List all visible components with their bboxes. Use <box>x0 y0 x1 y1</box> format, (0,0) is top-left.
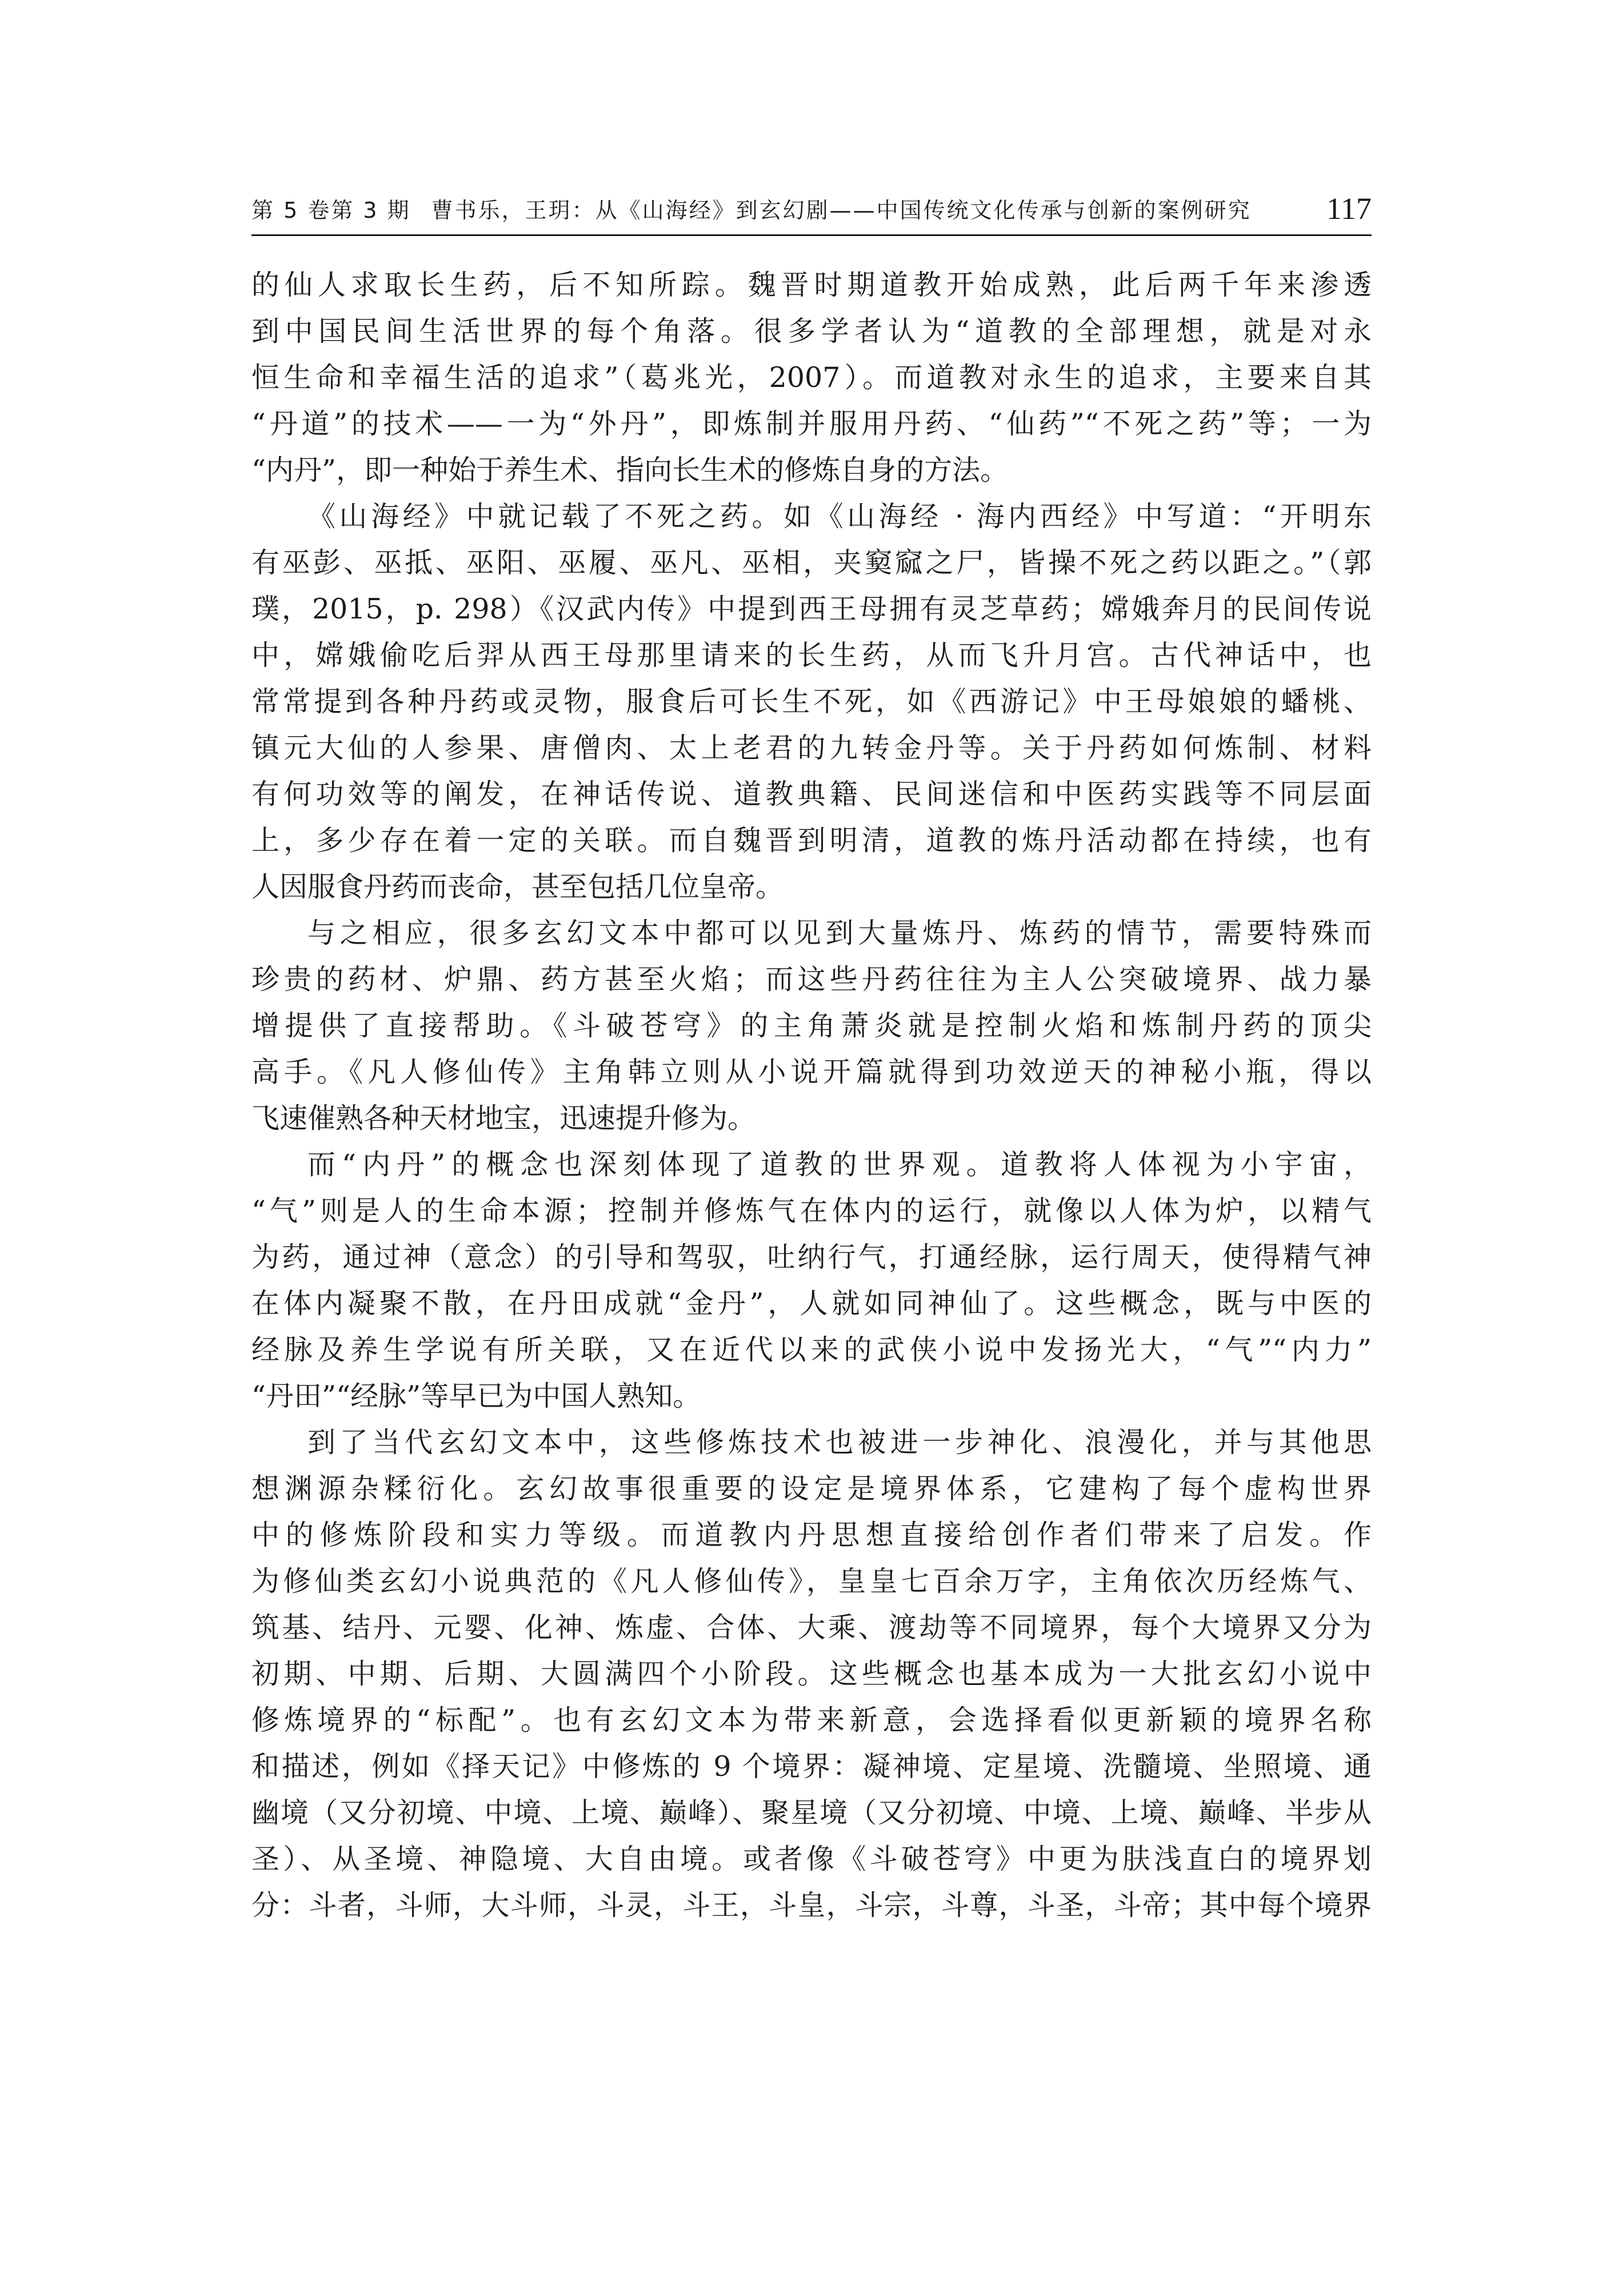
paragraph-line: 圣）、从圣境、神隐境、大自由境。或者像《斗破苍穹》中更为肤浅直白的境界划 <box>251 1843 1372 1875</box>
paragraph-line: 恒生命和幸福生活的追求”（葛兆光，2007）。而道教对永生的追求，主要来自其 <box>251 361 1372 394</box>
paragraph-line: 中，嫦娥偷吃后羿从西王母那里请来的长生药，从而飞升月宫。古代神话中，也 <box>251 639 1372 672</box>
article-authors-title: 曹书乐，王玥：从《山海经》到玄幻剧——中国传统文化传承与创新的案例研究 <box>431 198 1252 223</box>
paragraph-line: 经脉及养生学说有所关联，又在近代以来的武侠小说中发扬光大，“气”“内力” <box>251 1333 1372 1366</box>
paragraph-line: 分：斗者，斗师，大斗师，斗灵，斗王，斗皇，斗宗，斗尊，斗圣，斗帝；其中每个境界 <box>251 1889 1372 1922</box>
paragraph-line: 飞速催熟各种天材地宝，迅速提升修为。 <box>251 1102 756 1135</box>
paragraph-line: 有何功效等的阐发，在神话传说、道教典籍、民间迷信和中医药实践等不同层面 <box>251 778 1372 810</box>
paragraph-line: 到了当代玄幻文本中，这些修炼技术也被进一步神化、浪漫化，并与其他思 <box>307 1426 1372 1459</box>
paragraph-line: 修炼境界的“标配”。也有玄幻文本为带来新意，会选择看似更新颖的境界名称 <box>251 1704 1372 1736</box>
paragraph-line: 高手。《凡人修仙传》主角韩立则从小说开篇就得到功效逆天的神秘小瓶，得以 <box>251 1056 1372 1088</box>
paragraph-line: 在体内凝聚不散，在丹田成就“金丹”，人就如同神仙了。这些概念，既与中医的 <box>251 1287 1372 1320</box>
paragraph-line: 想渊源杂糅衍化。玄幻故事很重要的设定是境界体系，它建构了每个虚构世界 <box>251 1472 1372 1505</box>
paragraph-line: 上，多少存在着一定的关联。而自魏晋到明清，道教的炼丹活动都在持续，也有 <box>251 824 1372 857</box>
paragraph-line: 珍贵的药材、炉鼎、药方甚至火焰；而这些丹药往往为主人公突破境界、战力暴 <box>251 963 1372 996</box>
paragraph-line: 《山海经》中就记载了不死之药。如《山海经 · 海内西经》中写道：“开明东 <box>307 500 1372 533</box>
paragraph-line: 与之相应，很多玄幻文本中都可以见到大量炼丹、炼药的情节，需要特殊而 <box>307 917 1372 949</box>
paragraph-line: 到中国民间生活世界的每个角落。很多学者认为“道教的全部理想，就是对永 <box>251 315 1372 348</box>
paragraph-line: 有巫彭、巫抵、巫阳、巫履、巫凡、巫相，夹窫窳之尸，皆操不死之药以距之。”（郭 <box>251 546 1372 579</box>
page-number: 117 <box>1326 191 1372 226</box>
paragraph-line: 和描述，例如《择天记》中修炼的 9 个境界：凝神境、定星境、洗髓境、坐照境、通 <box>251 1750 1372 1783</box>
paragraph-line: “丹田”“经脉”等早已为中国人熟知。 <box>251 1380 701 1412</box>
paragraph-line: 人因服食丹药而丧命，甚至包括几位皇帝。 <box>251 871 784 903</box>
paragraph-line: 璞，2015，p. 298）《汉武内传》中提到西王母拥有灵芝草药；嫦娥奔月的民间传说 <box>251 593 1372 625</box>
paragraph-line: 为修仙类玄幻小说典范的《凡人修仙传》，皇皇七百余万字，主角依次历经炼气、 <box>251 1565 1372 1598</box>
paragraph-line: 而“内丹”的概念也深刻体现了道教的世界观。道教将人体视为小宇宙， <box>307 1148 1372 1181</box>
paragraph-line: 筑基、结丹、元婴、化神、炼虚、合体、大乘、渡劫等不同境界，每个大境界又分为 <box>251 1611 1372 1644</box>
running-header <box>251 189 1372 236</box>
paragraph-line: 初期、中期、后期、大圆满四个小阶段。这些概念也基本成为一大批玄幻小说中 <box>251 1658 1372 1690</box>
running-head-text <box>251 193 1252 227</box>
paragraph-line: 镇元大仙的人参果、唐僧肉、太上老君的九转金丹等。关于丹药如何炼制、材料 <box>251 732 1372 764</box>
paragraph-line: 中的修炼阶段和实力等级。而道教内丹思想直接给创作者们带来了启发。作 <box>251 1519 1372 1551</box>
paragraph-line: “气”则是人的生命本源；控制并修炼气在体内的运行，就像以人体为炉，以精气 <box>251 1195 1372 1227</box>
paragraph-line: 常常提到各种丹药或灵物，服食后可长生不死，如《西游记》中王母娘娘的蟠桃、 <box>251 685 1372 718</box>
journal-issue: 第 5 卷第 3 期 <box>251 198 411 223</box>
paragraph-line: “内丹”，即一种始于养生术、指向长生术的修炼自身的方法。 <box>251 454 1009 486</box>
paragraph-line: 为药，通过神（意念）的引导和驾驭，吐纳行气，打通经脉，运行周天，使得精气神 <box>251 1241 1372 1273</box>
paragraph-line: “丹道”的技术——一为“外丹”，即炼制并服用丹药、“仙药”“不死之药”等；一为 <box>251 408 1372 440</box>
paragraph-line: 幽境（又分初境、中境、上境、巅峰）、聚星境（又分初境、中境、上境、巅峰、半步从 <box>251 1796 1372 1829</box>
paragraph-line: 增提供了直接帮助。《斗破苍穹》的主角萧炎就是控制火焰和炼制丹药的顶尖 <box>251 1009 1372 1042</box>
article-body <box>251 262 1372 1928</box>
paragraph-line: 的仙人求取长生药，后不知所踪。魏晋时期道教开始成熟，此后两千年来渗透 <box>251 269 1372 301</box>
